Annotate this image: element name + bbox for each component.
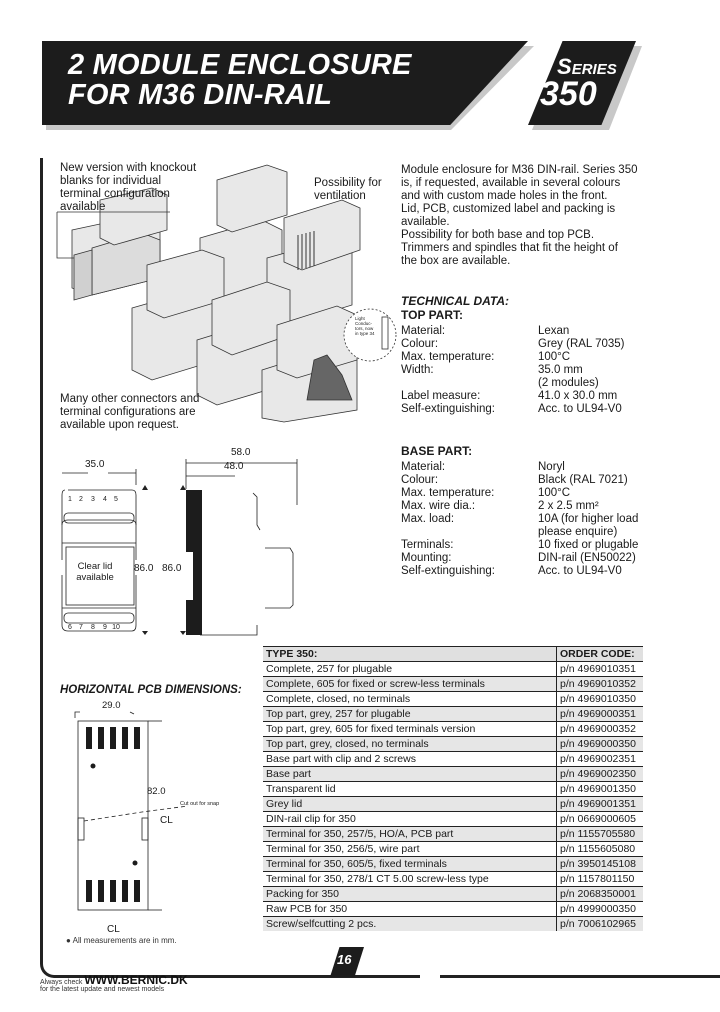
spec-value: 41.0 x 30.0 mm bbox=[538, 390, 618, 402]
pcb-cl-bottom: CL bbox=[107, 924, 120, 935]
side-depth-total: 58.0 bbox=[231, 447, 251, 458]
spec-value: DIN-rail (EN50022) bbox=[538, 552, 636, 564]
type-cell: Base part with clip and 2 screws bbox=[263, 752, 557, 767]
table-row bbox=[263, 797, 643, 812]
callout-line: tors, now bbox=[355, 326, 374, 331]
code-cell: p/n 1155705580 bbox=[557, 827, 644, 842]
svg-text:4: 4 bbox=[103, 496, 107, 503]
pcb-cutout-label: Cut out for snap bbox=[180, 801, 220, 807]
measurement-note bbox=[66, 936, 177, 945]
website-link[interactable]: WWW.BERNIC.DK bbox=[84, 973, 188, 987]
code-cell: p/n 4969002350 bbox=[557, 767, 644, 782]
table-row bbox=[263, 752, 643, 767]
svg-text:9: 9 bbox=[103, 624, 107, 631]
type-cell: Top part, grey, closed, no terminals bbox=[263, 737, 557, 752]
table-row bbox=[263, 707, 643, 722]
code-cell: p/n 2068350001 bbox=[557, 887, 644, 902]
callout-line: available upon request. bbox=[60, 419, 179, 431]
spec-row bbox=[401, 474, 661, 487]
svg-text:2: 2 bbox=[79, 496, 83, 503]
code-cell: p/n 4969010351 bbox=[557, 662, 644, 677]
code-cell: p/n 4969010352 bbox=[557, 677, 644, 692]
spec-key: Max. temperature: bbox=[401, 487, 495, 499]
spec-value: 10 fixed or plugable bbox=[538, 539, 639, 551]
spec-value: Lexan bbox=[538, 325, 570, 337]
svg-text:8: 8 bbox=[91, 624, 95, 631]
intro-line: and with custom made holes in the front. bbox=[401, 190, 608, 202]
type-cell: Complete, closed, no terminals bbox=[263, 692, 557, 707]
spec-value: 100°C bbox=[538, 487, 571, 499]
page-number: 16 bbox=[337, 952, 352, 967]
spec-row bbox=[401, 552, 661, 565]
callout-light-conductor bbox=[355, 316, 375, 336]
code-cell: p/n 4969010350 bbox=[557, 692, 644, 707]
spec-key bbox=[401, 377, 538, 390]
side-depth-inner: 48.0 bbox=[224, 461, 244, 472]
spec-row bbox=[401, 526, 661, 539]
type-cell: Screw/selfcutting 2 pcs. bbox=[263, 917, 557, 932]
base-part-spec bbox=[401, 445, 661, 578]
code-cell: p/n 4969002351 bbox=[557, 752, 644, 767]
pcb-height-dim: 82.0 bbox=[147, 786, 166, 797]
callout-line: Light bbox=[355, 316, 365, 321]
lid-label-line: Clear lid bbox=[77, 561, 113, 572]
type-cell: Terminal for 350, 256/5, wire part bbox=[263, 842, 557, 857]
callout-line: Possibility for bbox=[314, 177, 382, 189]
table-row bbox=[263, 902, 643, 917]
spec-value: Acc. to UL94-V0 bbox=[538, 565, 622, 577]
callout-ventilation bbox=[314, 177, 382, 203]
callout-line: blanks for individual bbox=[60, 175, 162, 187]
spec-key: Material: bbox=[401, 461, 446, 473]
spec-key: Terminals: bbox=[401, 539, 454, 551]
spec-row bbox=[401, 325, 661, 338]
spec-key: Colour: bbox=[401, 474, 439, 486]
callout-line: Conduc- bbox=[355, 321, 373, 326]
footer-check-prefix: Always check bbox=[40, 979, 83, 986]
series-number: 350 bbox=[540, 75, 597, 113]
intro-line: Possibility for both base and top PCB. bbox=[401, 229, 595, 241]
spec-value: Noryl bbox=[538, 461, 565, 473]
intro-line: is, if requested, available in several colours bbox=[401, 177, 621, 189]
spec-row bbox=[401, 364, 661, 377]
spec-row bbox=[401, 403, 661, 416]
spec-value: Acc. to UL94-V0 bbox=[538, 403, 622, 415]
type-cell: Terminal for 350, 278/1 CT 5.00 screw-less type bbox=[263, 872, 557, 887]
spec-key: Mounting: bbox=[401, 552, 452, 564]
type-cell: Raw PCB for 350 bbox=[263, 902, 557, 917]
table-row bbox=[263, 677, 643, 692]
spec-row bbox=[401, 565, 661, 578]
spec-row bbox=[401, 390, 661, 403]
front-width-dim: 35.0 bbox=[85, 459, 105, 470]
callout-line: terminal configuration bbox=[60, 188, 170, 200]
intro-line: Trimmers and spindles that fit the height of bbox=[401, 242, 618, 254]
type-cell: Base part bbox=[263, 767, 557, 782]
top-part-spec bbox=[401, 309, 661, 416]
spec-value: Black (RAL 7021) bbox=[538, 474, 628, 486]
type-cell: Grey lid bbox=[263, 797, 557, 812]
spec-row bbox=[401, 513, 661, 526]
spec-row bbox=[401, 461, 661, 474]
pcb-width-dim: 29.0 bbox=[102, 700, 121, 711]
base-part-heading: BASE PART: bbox=[401, 444, 473, 458]
code-cell: p/n 4969000351 bbox=[557, 707, 644, 722]
title-line-2: FOR M36 DIN-RAIL bbox=[68, 79, 333, 111]
svg-text:6: 6 bbox=[68, 624, 72, 631]
table-row bbox=[263, 872, 643, 887]
top-part-heading: TOP PART: bbox=[401, 308, 464, 322]
col-code-header: ORDER CODE: bbox=[557, 647, 644, 662]
pcb-drawing bbox=[70, 700, 260, 925]
callout-line: in type 34 bbox=[355, 331, 375, 336]
table-row bbox=[263, 917, 643, 932]
height-dim-b: 86.0 bbox=[162, 563, 182, 574]
spec-key: Max. temperature: bbox=[401, 351, 495, 363]
table-row bbox=[263, 887, 643, 902]
intro-line: the box are available. bbox=[401, 255, 511, 267]
spec-value: 10A (for higher load bbox=[538, 513, 639, 525]
table-row bbox=[263, 827, 643, 842]
intro-line: available. bbox=[401, 216, 450, 228]
code-cell: p/n 4999000350 bbox=[557, 902, 644, 917]
callout-line: terminal configurations are bbox=[60, 406, 196, 418]
spec-row bbox=[401, 539, 661, 552]
footer-rule bbox=[440, 975, 720, 978]
spec-row bbox=[401, 500, 661, 513]
svg-text:7: 7 bbox=[79, 624, 83, 631]
height-dim-a: 86.0 bbox=[134, 563, 154, 574]
table-row bbox=[263, 812, 643, 827]
spec-key: Label measure: bbox=[401, 390, 481, 402]
spec-row bbox=[401, 487, 661, 500]
spec-key: Self-extinguishing: bbox=[401, 403, 495, 415]
spec-key: Colour: bbox=[401, 338, 439, 350]
footer-subline: for the latest update and newest models bbox=[40, 986, 165, 993]
callout-line: ventilation bbox=[314, 190, 366, 202]
code-cell: p/n 3950145108 bbox=[557, 857, 644, 872]
callout-line: New version with knockout bbox=[60, 162, 197, 174]
footer-check bbox=[40, 973, 188, 987]
order-code-table bbox=[263, 646, 643, 931]
code-cell: p/n 4969000350 bbox=[557, 737, 644, 752]
callout-line: Many other connectors and bbox=[60, 393, 200, 405]
spec-key: Max. load: bbox=[401, 513, 455, 525]
type-cell: Transparent lid bbox=[263, 782, 557, 797]
table-row bbox=[263, 737, 643, 752]
table-row bbox=[263, 782, 643, 797]
code-cell: p/n 4969001350 bbox=[557, 782, 644, 797]
pcb-cl-right: CL bbox=[160, 815, 173, 826]
svg-text:3: 3 bbox=[91, 496, 95, 503]
series-initial: S bbox=[557, 54, 572, 79]
terminal-number: 1 bbox=[68, 496, 72, 503]
col-type-header: TYPE 350: bbox=[263, 647, 557, 662]
table-row bbox=[263, 692, 643, 707]
type-cell: Terminal for 350, 605/5, fixed terminals bbox=[263, 857, 557, 872]
intro-text bbox=[401, 164, 651, 268]
spec-key bbox=[401, 526, 538, 539]
lid-label-line: available bbox=[76, 572, 114, 583]
type-cell: Top part, grey, 605 for fixed terminals version bbox=[263, 722, 557, 737]
bullet-icon: ● bbox=[66, 936, 73, 945]
type-cell: Top part, grey, 257 for plugable bbox=[263, 707, 557, 722]
type-cell: DIN-rail clip for 350 bbox=[263, 812, 557, 827]
table-row bbox=[263, 857, 643, 872]
svg-text:10: 10 bbox=[112, 624, 120, 631]
callout-line: available bbox=[60, 201, 106, 213]
intro-line: Module enclosure for M36 DIN-rail. Series 350 bbox=[401, 164, 638, 176]
clear-lid-label bbox=[70, 561, 120, 583]
pcb-dimensions-heading: HORIZONTAL PCB DIMENSIONS: bbox=[60, 684, 242, 696]
spec-value: please enquire) bbox=[538, 526, 618, 538]
measurement-note-text: All measurements are in mm. bbox=[72, 936, 177, 945]
spec-key: Material: bbox=[401, 325, 446, 337]
spec-value: (2 modules) bbox=[538, 377, 599, 389]
spec-row bbox=[401, 377, 661, 390]
table-row bbox=[263, 722, 643, 737]
type-cell: Complete, 257 for plugable bbox=[263, 662, 557, 677]
spec-value: 100°C bbox=[538, 351, 571, 363]
spec-value: 2 x 2.5 mm² bbox=[538, 500, 599, 512]
table-row bbox=[263, 842, 643, 857]
spec-row bbox=[401, 338, 661, 351]
code-cell: p/n 1157801150 bbox=[557, 872, 644, 887]
code-cell: p/n 4969000352 bbox=[557, 722, 644, 737]
code-cell: p/n 7006102965 bbox=[557, 917, 644, 932]
callout-knockout bbox=[60, 162, 196, 214]
svg-text:5: 5 bbox=[114, 496, 118, 503]
technical-data-heading: TECHNICAL DATA: bbox=[401, 294, 509, 308]
table-row bbox=[263, 662, 643, 677]
series-rest: ERIES bbox=[571, 61, 617, 78]
spec-row bbox=[401, 351, 661, 364]
type-cell: Terminal for 350, 257/5, HO/A, PCB part bbox=[263, 827, 557, 842]
table-header-row bbox=[263, 647, 643, 662]
title-line-1: 2 MODULE ENCLOSURE bbox=[68, 49, 412, 81]
dimension-drawing bbox=[50, 445, 310, 645]
spec-key: Self-extinguishing: bbox=[401, 565, 495, 577]
code-cell: p/n 1155605080 bbox=[557, 842, 644, 857]
code-cell: p/n 0669000605 bbox=[557, 812, 644, 827]
spec-key: Max. wire dia.: bbox=[401, 500, 476, 512]
spec-value: 35.0 mm bbox=[538, 364, 583, 376]
spec-key: Width: bbox=[401, 364, 434, 376]
intro-line: Lid, PCB, customized label and packing is bbox=[401, 203, 616, 215]
table-row bbox=[263, 767, 643, 782]
type-cell: Packing for 350 bbox=[263, 887, 557, 902]
spec-value: Grey (RAL 7035) bbox=[538, 338, 625, 350]
page-title bbox=[68, 50, 412, 110]
type-cell: Complete, 605 for fixed or screw-less terminals bbox=[263, 677, 557, 692]
code-cell: p/n 4969001351 bbox=[557, 797, 644, 812]
callout-connectors bbox=[60, 393, 199, 432]
